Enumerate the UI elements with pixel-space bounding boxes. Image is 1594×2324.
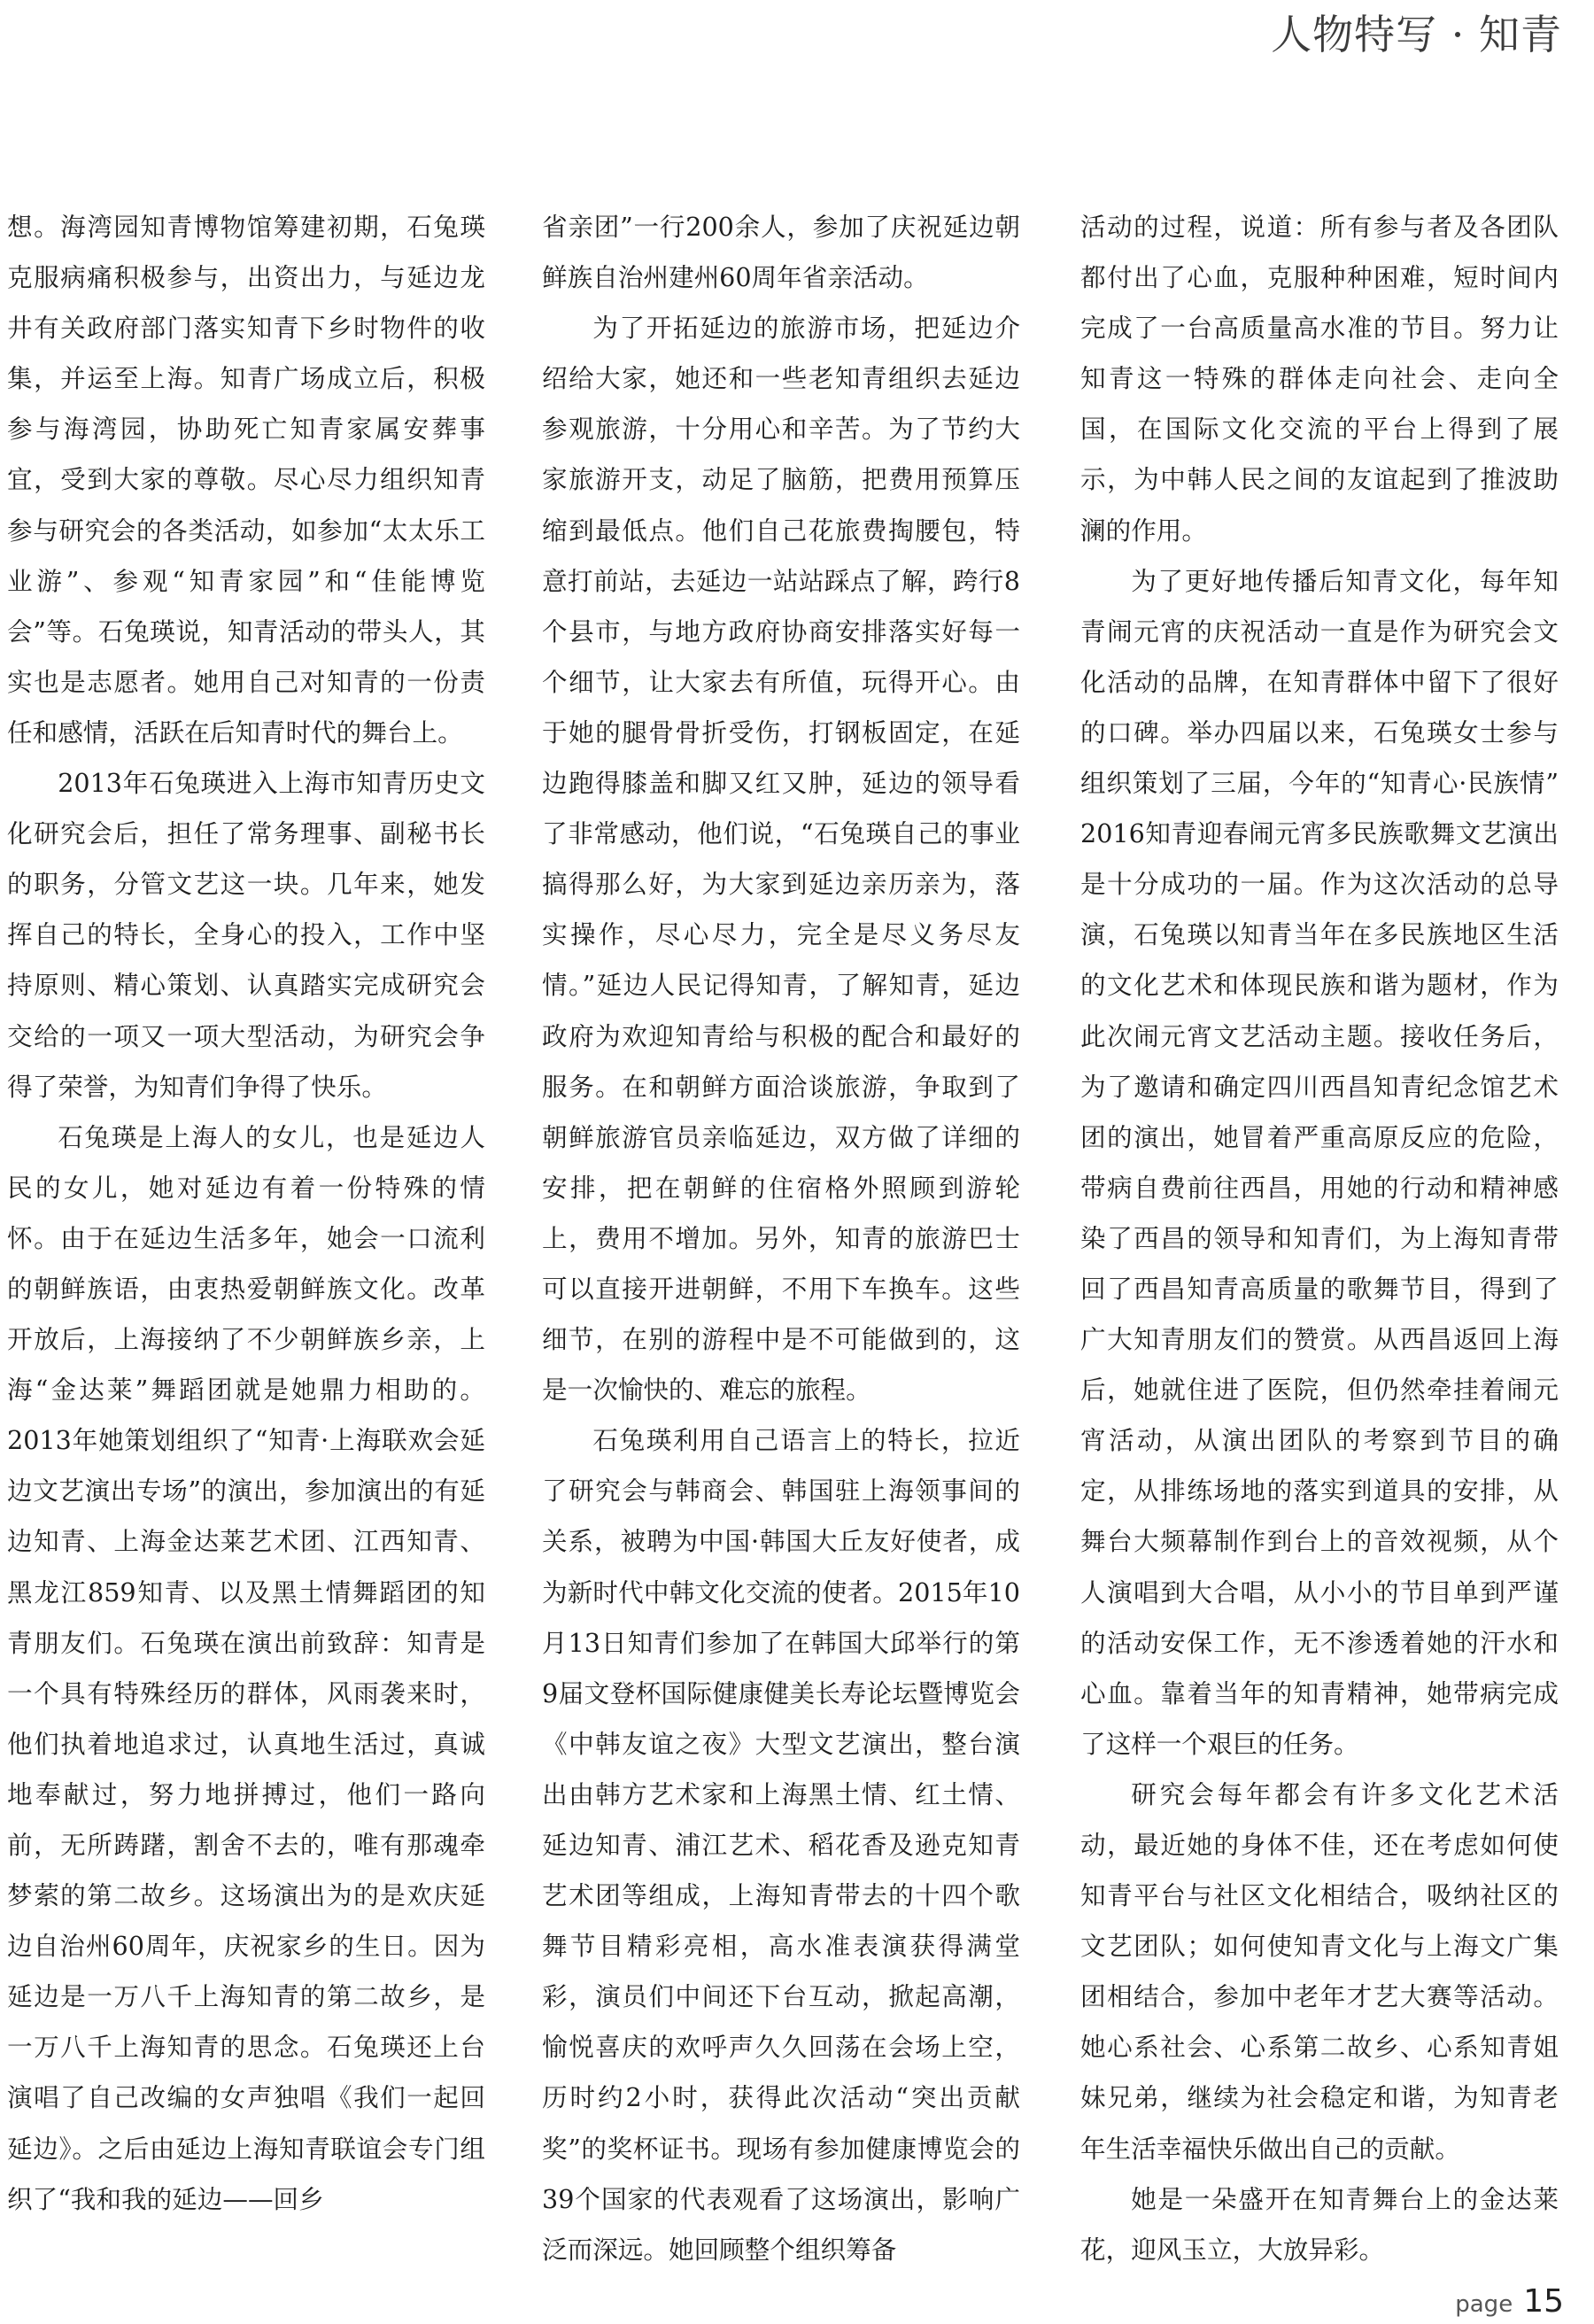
paragraph: 石兔瑛是上海人的女儿，也是延边人民的女儿，她对延边有着一份特殊的情怀。由于在延边生活多年，她会一口流利的朝鲜族语，由衷热爱朝鲜族文化。改革开放后，上海接纳了不少朝鲜族乡亲，上海“金达莱”舞蹈团就是她鼎力相助的。2013年她策划组织了“知青·上海联欢会延边文艺演出专场”的演出，参加演出的有延边知青、上海金达莱艺术团、江西知青、黑龙江859知青、以及黑土情舞蹈团的知青朋友们。石兔瑛在演出前致辞：知青是一个具有特殊经历的群体，风雨袭来时，他们执着地追求过，认真地生活过，真诚地奉献过，努力地拼搏过，他们一路向前，无所踌躇，割舍不去的，唯有那魂牵梦萦的第二故乡。这场演出为的是欢庆延边自治州60周年，庆祝家乡的生日。因为延边是一万八千上海知青的第二故乡，是一万八千上海知青的思念。石兔瑛还上台演唱了自己改编的女声独唱《我们一起回延边》。之后由延边上海知青联谊会专门组织了“我和我的延边——回乡 — [7, 1121, 485, 2214]
paragraph: 为了开拓延边的旅游市场，把延边介绍给大家，她还和一些老知青组织去延边参观旅游，十分用心和辛苦。为了节约大家旅游开支，动足了脑筋，把费用预算压缩到最低点。他们自己花旅费掏腰包，特意打前站，去延边一站站踩点了解，跨行8个县市，与地方政府协商安排落实好每一个细节，让大家去有所值，玩得开心。由于她的腿骨骨折受伤，打钢板固定，在延边跑得膝盖和脚又红又肿，延边的领导看了非常感动，他们说，“石兔瑛自己的事业搞得那么好，为大家到延边亲历亲为，落实操作，尽心尽力，完全是尽义务尽友情。”延边人民记得知青，了解知青，延边政府为欢迎知青给与积极的配合和最好的服务。在和朝鲜方面洽谈旅游，争取到了朝鲜旅游官员亲临延边，双方做了详细的安排，把在朝鲜的住宿格外照顾到游轮上，费用不增加。另外，知青的旅游巴士可以直接开进朝鲜，不用下车换车。这些细节，在别的游程中是不可能做到的，这是一次愉快的、难忘的旅程。 — [542, 313, 1020, 1406]
paragraph: 2013年石兔瑛进入上海市知青历史文化研究会后，担任了常务理事、副秘书长的职务，分管文艺这一块。几年来，她发挥自己的特长，全身心的投入，工作中坚持原则、精心策划、认真踏实完成研究会交给的一项又一项大型活动，为研究会争得了荣誉，为知青们争得了快乐。 — [7, 768, 485, 1102]
page-label: page — [1455, 2291, 1513, 2318]
text-column-1 — [7, 202, 485, 2225]
text-column-3 — [1080, 202, 1559, 2275]
paragraph: 石兔瑛利用自己语言上的特长，拉近了研究会与韩商会、韩国驻上海领事间的关系，被聘为中国·韩国大丘友好使者，成为新时代中韩文化交流的使者。2015年10月13日知青们参加了在韩国大邱举行的第9届文登杯国际健康健美长寿论坛暨博览会《中韩友谊之夜》大型文艺演出，整台演出由韩方艺术家和上海黑土情、红土情、延边知青、浦江艺术、稻花香及逊克知青艺术团等组成，上海知青带去的十四个歌舞节目精彩亮相，高水准表演获得满堂彩，演员们中间还下台互动，掀起高潮，愉悦喜庆的欢呼声久久回荡在会场上空，历时约2小时，获得此次活动“突出贡献奖”的奖杯证书。现场有参加健康博览会的39个国家的代表观看了这场演出，影响广泛而深远。她回顾整个组织筹备 — [542, 1425, 1020, 2265]
paragraph: 活动的过程，说道：所有参与者及各团队都付出了心血，克服种种困难，短时间内完成了一台高质量高水准的节目。努力让知青这一特殊的群体走向社会、走向全国，在国际文化交流的平台上得到了展示，为中韩人民之间的友谊起到了推波助澜的作用。 — [1080, 212, 1559, 546]
paragraph: 省亲团”一行200余人，参加了庆祝延边朝鲜族自治州建州60周年省亲活动。 — [542, 212, 1020, 293]
page-footer — [1455, 2283, 1564, 2324]
section-title: 人物特写 · 知青 — [1271, 11, 1562, 58]
paragraph: 为了更好地传播后知青文化，每年知青闹元宵的庆祝活动一直是作为研究会文化活动的品牌，在知青群体中留下了很好的口碑。举办四届以来，石兔瑛女士参与组织策划了三届，今年的“知青心·民族情” 2016知青迎春闹元宵多民族歌舞文艺演出是十分成功的一届。作为这次活动的总导演，石兔瑛以知青当年在多民族地区生活的文化艺术和体现民族和谐为题材，作为此次闹元宵文艺活动主题。接收任务后，为了邀请和确定四川西昌知青纪念馆艺术团的演出，她冒着严重高原反应的危险，带病自费前往西昌，用她的行动和精神感染了西昌的领导和知青们，为上海知青带回了西昌知青高质量的歌舞节目，得到了广大知青朋友们的赞赏。从西昌返回上海后，她就住进了医院，但仍然牵挂着闹元宵活动，从演出团队的考察到节目的确定，从排练场地的落实到道具的安排，从舞台大频幕制作到台上的音效视频，从个人演唱到大合唱，从小小的节目单到严谨的活动安保工作，无不渗透着她的汗水和心血。靠着当年的知青精神，她带病完成了这样一个艰巨的任务。 — [1080, 565, 1559, 1759]
section-header — [1271, 0, 1562, 64]
paragraph: 想。海湾园知青博物馆筹建初期，石兔瑛克服病痛积极参与，出资出力，与延边龙井有关政府部门落实知青下乡时物件的收集，并运至上海。知青广场成立后，积极参与海湾园，协助死亡知青家属安葬事宜，受到大家的尊敬。尽心尽力组织知青参与研究会的各类活动，如参加“太太乐工业游”、参观“知青家园”和“佳能博览会”等。石兔瑛说，知青活动的带头人，其实也是志愿者。她用自己对知青的一份责任和感情，活跃在后知青时代的舞台上。 — [7, 212, 485, 748]
paragraph: 研究会每年都会有许多文化艺术活动，最近她的身体不佳，还在考虑如何使知青平台与社区文化相结合，吸纳社区的文艺团队；如何使知青文化与上海文广集团相结合，参加中老年才艺大赛等活动。她心系社会、心系第二故乡、心系知青姐妹兄弟，继续为社会稳定和谐，为知青老年生活幸福快乐做出自己的贡献。 — [1080, 1778, 1559, 2164]
page-number: 15 — [1523, 2283, 1564, 2320]
paragraph: 她是一朵盛开在知青舞台上的金达莱花，迎风玉立，大放异彩。 — [1080, 2183, 1559, 2265]
text-column-2 — [542, 202, 1020, 2275]
